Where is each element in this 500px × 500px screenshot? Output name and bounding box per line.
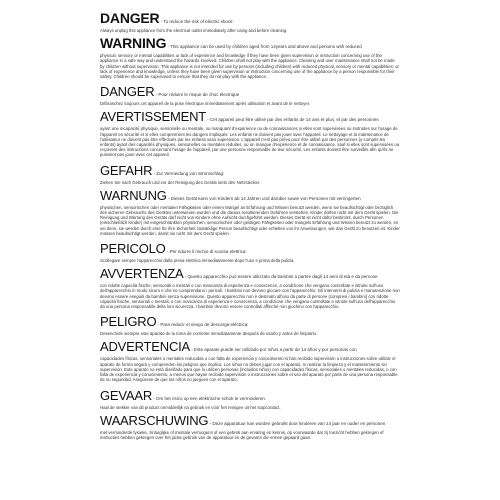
body-nl-gevaar: Haal de stekker van dit product onmiddellijk na gebruik en vóór het reinigen uit het stopcontact. (100, 404, 281, 410)
section-en-danger (100, 10, 400, 33)
section-es-peligro (100, 313, 400, 336)
body-en-warning: physical, sensory or mental capabilities or lack of experience and knowledge if they have been given supervision or instruction concerning use of the appliance in a safe way and understand the hazards involved. Children shall not play with the appliance. Cleaning and user maintenance shall not be made by children without supervision. This appliance is not intended for use by persons (including children) with reduced physical, sensory or mental capabilities, or lack of experience and knowledge, unless they have been given supervision or instruction concerning use of the appliance by a person responsible for their safety. Children should be supervised to ensure that they do not play with the appliance. (100, 53, 399, 80)
body-de-gefahr: Ziehen Sie nach Gebrauch und vor der Reinigung des Geräts stets den Netzstecker. (100, 179, 261, 185)
heading-de-gefahr: GEFAHR (100, 162, 153, 178)
lead-es-peligro: - Para reducir el riesgo de descarga eléctrica: (156, 322, 249, 328)
heading-en-danger: DANGER (100, 10, 160, 26)
body-de-warnung: physischen, sensorischen oder mentalen Fähigkeiten oder einem Mangel an Erfahrung und Wissen benutzt werden, wenn sie beaufsichtigt oder bezüglich des sicheren Gebrauchs des Gerätes unterwiesen wurden und die daraus resultierenden Gefahren verstehen. Kinder dürfen nicht mit dem Gerät spielen. Die Reinigung und Wartung des Geräts darf nicht von Kindern ohne Aufsicht durchgeführt werden. Dieses Gerät ist nicht dafür bestimmt, durch Personen (einschließlich Kinder) mit eingeschränkten physischen, sensorischen oder geistigen Fähigkeiten oder mangels Erfahrung und Wissen benutzt zu werden, es sei denn, sie werden durch eine für ihre Sicherheit zuständige Person beaufsichtigt oder erhielten von ihr Anweisungen, wie das Gerät zu benutzen ist. Kinder müssen beaufsichtigt werden, damit sie nicht mit dem Gerät spielen. (100, 204, 400, 236)
heading-es-peligro: PELIGRO (100, 314, 157, 330)
section-fr-danger (100, 83, 400, 106)
body-fr-avertissement: ayant une incapacité physique, sensorielle ou mentale, ou manquant d'expérience ou de connaissances si elles sont supervisées ou instruites sur l'usage de l'appareil en sécurité et si elles comprennent les dangers impliqués. Les enfants ne doivent pas jouer avec l'appareil. Le nettoyage et la maintenance de l'utilisateur ne doivent pas être effectués par les enfants sans supervision. L'appareil n'est pas prévu pour être utilisé par des personnes (y compris les enfants) ayant des capacités physiques, sensorielles ou mentales réduites, ou un manque d'expérience et de connaissance, sauf si elles sont supervisées ou reçoivent des instructions concernant l'usage de l'appareil, par une personne responsable de leur sécurité. Les enfants doivent être surveillés afin qu'ils ne puissent pas jouer avec cet appareil. (100, 126, 400, 158)
heading-de-warnung: WARNUNG (100, 187, 167, 203)
lead-fr-avertissement: - Cet appareil peut être utilisé par des enfants de 14 ans et plus, et par des personnes (206, 117, 379, 123)
warnings-page (100, 10, 400, 440)
section-en-warning (100, 35, 400, 79)
lead-it-avvertenza: - Questo apparecchio può essere utilizzato da bambini a partire dagli 14 anni di età e da persone (183, 274, 378, 280)
lead-it-pericolo: - Per ridurre il rischio di scossa elettrica: (165, 249, 247, 255)
lead-en-warning: - This appliance can be used by children aged from 14years and above and persons with reduced (166, 44, 362, 50)
body-en-danger: Always unplug this appliance from the electrical outlet immediately after using and before cleaning. (100, 28, 288, 33)
section-es-advertencia (100, 338, 400, 382)
section-fr-avertissement (100, 108, 400, 157)
body-es-peligro: Desenchufe siempre este aparato de la toma de corriente inmediatamente después de usarlo y antes de limpiarlo. (100, 331, 318, 337)
heading-it-pericolo: PERICOLO (100, 241, 166, 257)
heading-en-warning: WARNING (100, 35, 167, 52)
section-de-gefahr (100, 162, 400, 185)
section-nl-gevaar (100, 387, 400, 410)
section-de-warnung (100, 187, 400, 236)
heading-fr-avertissement: AVERTISSEMENT (100, 109, 206, 125)
heading-fr-danger: DANGER (100, 84, 155, 100)
body-fr-danger: Débranchez toujours cet appareil de la prise électrique immédiatement après utilisation et avant de le nettoyer. (100, 101, 311, 107)
section-it-avvertenza (100, 265, 400, 309)
lead-fr-danger: - Pour réduire le risque de choc électrique (154, 92, 240, 98)
body-it-pericolo: Scollegare sempre l'apparecchio dalla presa elettrica immediatamente dopo l'uso e prima della pulizia. (100, 258, 295, 264)
lead-de-gefahr: - Zur Vermeidung von Stromschlag: (152, 170, 225, 176)
lead-de-warnung: - Dieses Gerät kann von Kindern ab 14 Jahren und darüber sowie von Personen mit verringerten (166, 195, 361, 201)
section-nl-waarschuwing (100, 412, 400, 440)
section-it-pericolo (100, 240, 400, 263)
body-it-avvertenza: con ridotte capacità fisiche, sensoriali o mentali o con mancanza di esperienza e conoscenze, a condizione che vengano controllate e istruite sull'uso dell'apparecchio in modo sicuro e che ne comprendano i pericoli. I bambini non devono giocare con l'apparecchio. Gli interventi di pulizia e manutenzione non devono essere eseguiti da bambini senza supervisione. Questo apparecchio non è destinato all'uso da parte di persone (compresi i bambini) con ridotte capacità fisiche, sensoriali o mentali, o con mancanza di esperienza e conoscenza, a condizione che vengano controllate e istruite sull'uso dell'apparecchio da una persona responsabile della loro sicurezza. I bambini devono essere controllati affinché non giochino con l'apparecchio. (100, 283, 400, 310)
lead-es-advertencia: - Este aparato puede ser utilizado por niños a partir de 14 años y por personas con (190, 347, 357, 353)
heading-nl-waarschuwing: WAARSCHUWING (100, 412, 209, 428)
body-es-advertencia: capacidades físicas, sensoriales o mentales reducidas o con falta de experiencia y conocimiento si han recibido supervisión o instrucciones sobre utilizar el aparato de forma segura y comprenden los peligros que implica. Los niños no deben jugar con el aparato, ni realizar la limpieza y el mantenimiento sin supervisión. Este aparato no está diseñado para que lo utilicen personas (incluidos niños) con capacidades físicas, sensoriales o mentales reducidas, o con falta de experiencia y conocimiento, a menos que hayan recibido supervisión o instrucciones sobre el uso del aparato por parte de una persona responsable de su seguridad. Asegúrese de que los niños no jueguen con el aparato. (100, 356, 398, 383)
heading-nl-gevaar: GEVAAR (100, 387, 153, 403)
lead-nl-waarschuwing: - Deze apparatuur kan worden gebruikt door kinderen van 14 jaar en ouder en personen (208, 420, 386, 426)
heading-it-avvertenza: AVVERTENZA (100, 266, 184, 282)
lead-en-danger: - To reduce the risk of electric shock: (159, 19, 234, 24)
body-nl-waarschuwing: met verminderde fysieke, zintuiglijke of mentale vermogens of een gebrek aan ervaring en kennis, op voorwaarde dat zij toezicht hebben gekregen of instructies hebben gekregen over het juiste gebruik van de apparatuur en de gevaren die ermee gepaard gaan. (100, 429, 384, 440)
lead-nl-gevaar: - Om het risico op een elektrische schok te verminderen: (152, 395, 266, 401)
heading-es-advertencia: ADVERTENCIA (100, 339, 191, 355)
